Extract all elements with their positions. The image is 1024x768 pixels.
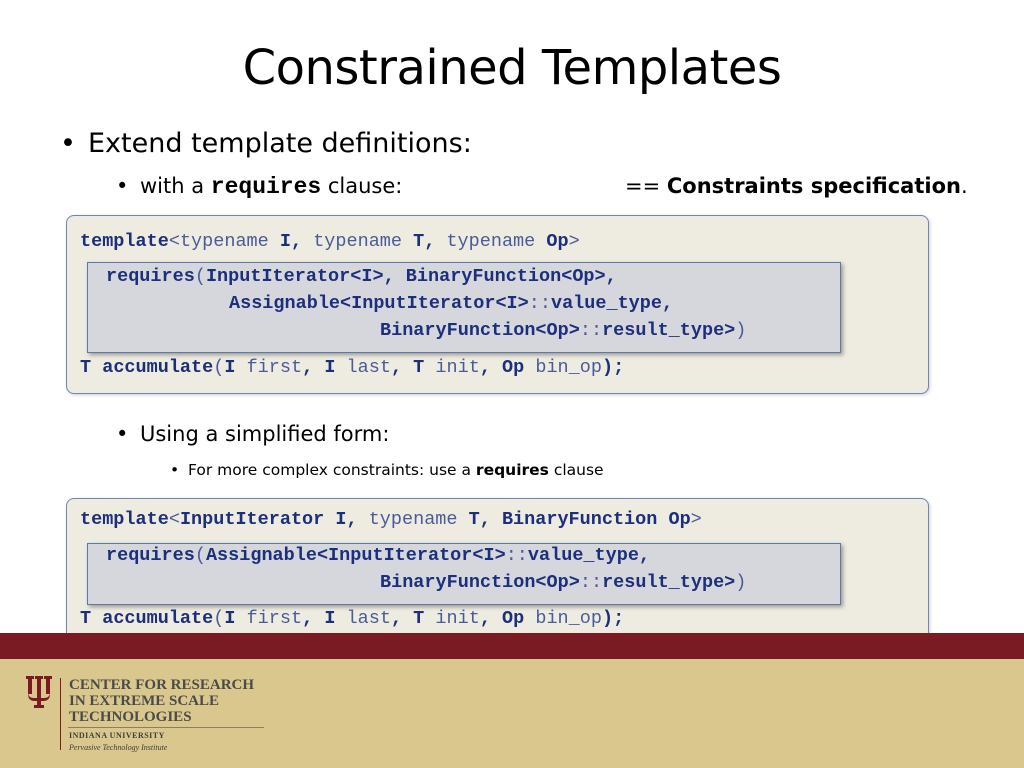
logo-divider <box>60 678 61 750</box>
code2-line-template: template<InputIterator I, typename T, BinaryFunction Op> <box>80 509 702 530</box>
bullet-simplified-form <box>116 422 389 446</box>
logo-line-3: TECHNOLOGIES <box>69 709 192 725</box>
note-prefix: == <box>625 174 667 198</box>
footer-crimson-band <box>0 633 1024 659</box>
code1-line-template: template<typename I, typename T, typename Op> <box>80 231 580 252</box>
logo-institute: Pervasive Technology Institute <box>69 743 168 752</box>
constraints-spec-note <box>625 174 968 198</box>
note-bold: Constraints specification <box>666 174 961 198</box>
bullet-text-prefix: For more complex constraints: use a <box>188 461 476 479</box>
logo-line-1: CENTER FOR RESEARCH <box>69 677 255 693</box>
requires-keyword: requires <box>210 174 322 200</box>
bullet-text: Extend template definitions: <box>88 128 472 159</box>
code2-line-accumulate: T accumulate(I first, I last, T init, Op bin_op); <box>80 608 625 629</box>
bullet-with-requires <box>116 174 402 200</box>
note-suffix: . <box>960 174 968 198</box>
code2-requires-line-1: requires(Assignable<InputIterator<I>::value_type, <box>106 545 651 566</box>
logo-line-2: IN EXTREME SCALE <box>69 693 220 709</box>
bullet-dot: • <box>116 422 129 446</box>
bullet-text: Using a simplified form: <box>140 422 390 446</box>
slide-title: Constrained Templates <box>242 40 782 96</box>
bullet-dot: • <box>60 128 76 159</box>
code1-requires-line-3: BinaryFunction<Op>::result_type>) <box>380 320 747 341</box>
logo-university: INDIANA UNIVERSITY <box>69 731 165 740</box>
bullet-text-bold: requires <box>475 461 549 479</box>
bullet-text-suffix: clause <box>548 461 604 479</box>
code1-requires-line-2: Assignable<InputIterator<I>::value_type, <box>229 293 674 314</box>
logo-rule <box>68 727 264 728</box>
bullet-text-prefix: with a <box>140 174 211 198</box>
bullet-dot: • <box>116 174 129 198</box>
bullet-text-suffix: clause: <box>321 174 403 198</box>
bullet-dot: • <box>170 461 180 479</box>
iu-trident-icon <box>26 676 52 710</box>
logo-wordmark <box>69 677 254 725</box>
bullet-complex-constraints <box>170 461 604 479</box>
code1-requires-line-1: requires(InputIterator<I>, BinaryFunction<Op>, <box>106 266 617 287</box>
code1-line-accumulate: T accumulate(I first, I last, T init, Op bin_op); <box>80 357 625 378</box>
code2-requires-line-2: BinaryFunction<Op>::result_type>) <box>380 572 747 593</box>
bullet-extend-template <box>60 128 472 159</box>
